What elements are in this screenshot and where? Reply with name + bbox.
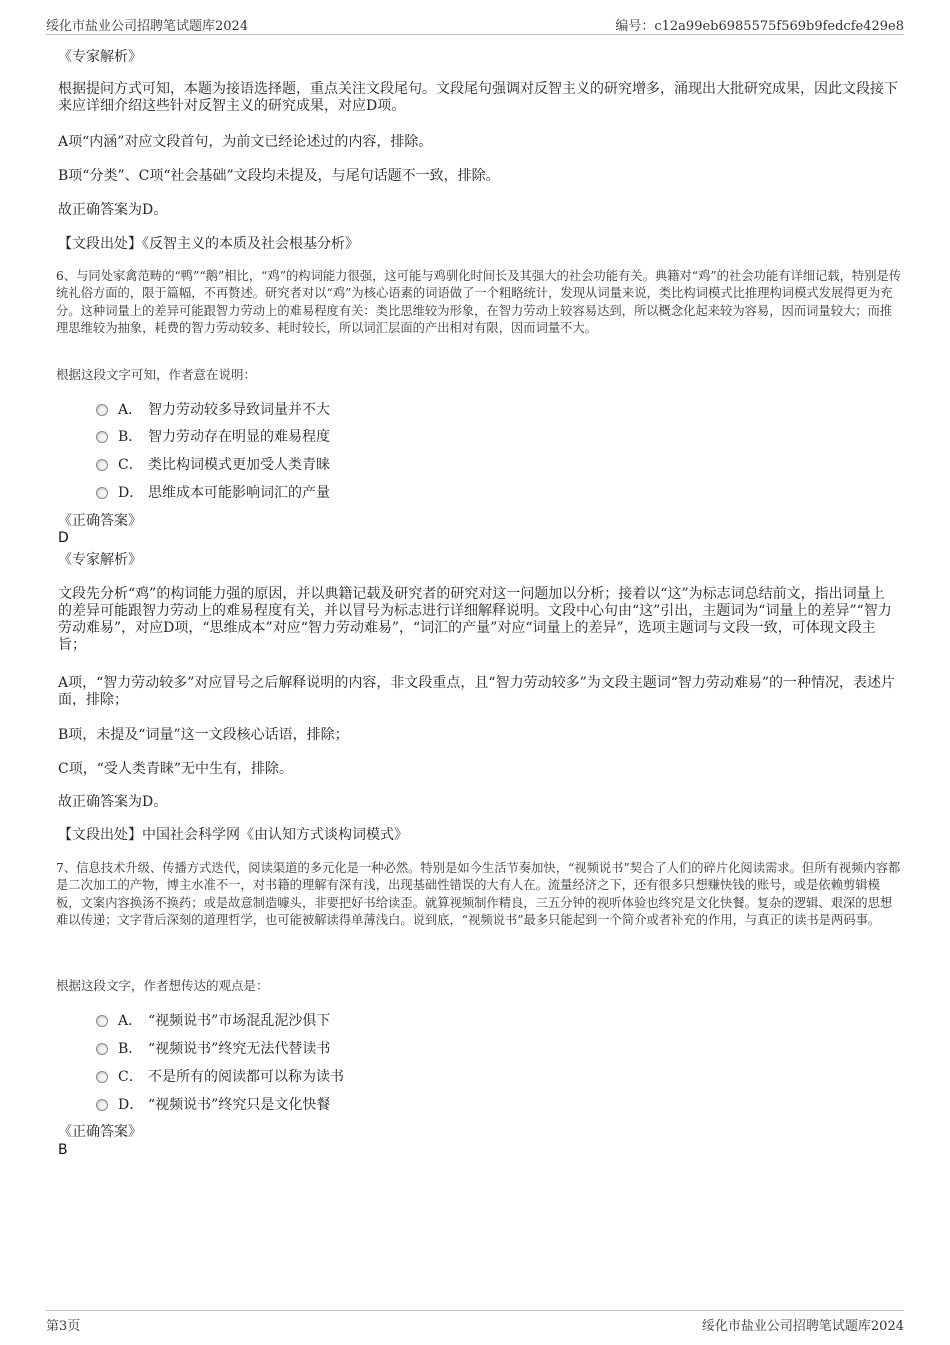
option-text: “视频说书”终究无法代替读书	[148, 1041, 331, 1057]
radio-icon[interactable]	[96, 1015, 108, 1027]
q6-analysis-p5: 故正确答案为D。	[58, 794, 168, 810]
option-text: “视频说书”市场混乱泥沙俱下	[148, 1013, 331, 1029]
page-number: 第3页	[46, 1319, 81, 1334]
q7-answer: B	[58, 1142, 68, 1158]
option-letter: A．	[118, 1013, 143, 1029]
q6-analysis-p2: A项，“智力劳动较多”对应冒号之后解释说明的内容，非文段重点，且“智力劳动较多”为文段主题词“智力劳动难易”的一种情况，表述片面，排除；	[58, 675, 896, 708]
option-text: 智力劳动存在明显的难易程度	[148, 429, 330, 445]
option-letter: D．	[118, 485, 144, 501]
option-text: 智力劳动较多导致词量并不大	[148, 402, 330, 418]
q6-answer: D	[58, 530, 69, 546]
radio-icon[interactable]	[96, 404, 108, 416]
q5-analysis-p3: B项“分类”、C项“社会基础”文段均未提及，与尾句话题不一致，排除。	[58, 168, 500, 184]
radio-icon[interactable]	[96, 431, 108, 443]
radio-icon[interactable]	[96, 459, 108, 471]
header-serial: 编号：c12a99eb6985575f569b9fedcfe429e8	[615, 19, 904, 34]
footer-title: 绥化市盐业公司招聘笔试题库2024	[701, 1319, 904, 1334]
option-text: “视频说书”终究只是文化快餐	[148, 1097, 331, 1113]
option-letter: B．	[118, 429, 143, 445]
header-title: 绥化市盐业公司招聘笔试题库2024	[46, 19, 249, 34]
q6-analysis-p3: B项，未提及“词量”这一文段核心话语，排除；	[58, 727, 349, 743]
q7-stem: 7、信息技术升级、传播方式迭代，阅读渠道的多元化是一种必然。特别是如今生活节奏加快，“视频说书”契合了人们的碎片化阅读需求。但所有视频内容都是二次加工的产物，博主水准不一，对书籍的理解有深有浅，出现基础性错误的大有人在。流量经济之下，还有很多只想赚快钱的账号，或是依赖剪辑模板，文案内容换汤不换药；或是故意制造噱头，非要把好书给读歪。就算视频制作精良，三五分钟的视听体验也终究是文化快餐。复杂的逻辑、艰深的思想难以传递；文字背后深刻的道理哲学，也可能被解读得单薄浅白。说到底，“视频说书”最多只能起到一个简介或者补充的作用，与真正的读书是两码事。	[56, 861, 901, 927]
q5-analysis-title: 《专家解析》	[58, 49, 142, 65]
option-letter: D．	[118, 1097, 144, 1113]
option-letter: C．	[118, 1069, 143, 1085]
radio-icon[interactable]	[96, 487, 108, 499]
option-letter: C．	[118, 457, 143, 473]
q6-stem: 6、与同处家禽范畴的“鸭”“鹅”相比，“鸡”的构词能力很强，这可能与鸡驯化时间长及其强大的社会功能有关。典籍对“鸡”的社会功能有详细记载，特别是传统礼俗方面的，限于篇幅，不再赘述。研究者对以“鸡”为核心语素的词语做了一个粗略统计，发现从词量来说，类比构词模式比推理构词模式发展得更为充分。这种词量上的差异可能跟智力劳动上的难易程度有关：类比思维较为形象，在智力劳动上较容易达到，所以概念化起来较为容易，因而词量较大；而推理思维较为抽象，耗费的智力劳动较多、耗时较长，所以词汇层面的产出相对有限，因而词量不大。	[56, 269, 902, 335]
q5-analysis-p1: 根据提问方式可知，本题为接语选择题，重点关注文段尾句。文段尾句强调对反智主义的研究增多，涌现出大批研究成果，因此文段接下来应详细介绍这些针对反智主义的研究成果，对应D项。	[58, 81, 898, 114]
q5-source: 【文段出处】《反智主义的本质及社会根基分析》	[58, 236, 359, 252]
q6-prompt: 根据这段文字可知，作者意在说明：	[56, 367, 257, 382]
q6-source: 【文段出处】中国社会科学网《由认知方式谈构词模式》	[58, 827, 408, 843]
q6-analysis-title: 《专家解析》	[58, 552, 142, 568]
q7-answer-title: 《正确答案》	[58, 1124, 142, 1140]
q6-analysis-p1: 文段先分析“鸡”的构词能力强的原因，并以典籍记载及研究者的研究对这一问题加以分析；接着以“这”为标志词总结前文，指出词量上的差异可能跟智力劳动上的难易程度有关，并以冒号为标志进行详细解释说明。文段中心句由“这”引出，主题词为“词量上的差异”“智力劳动难易”，对应D项，“思维成本”对应“智力劳动难易”，“词汇的产量”对应“词量上的差异”，选项主题词与文段一致，可体现文段主旨；	[58, 586, 892, 653]
option-text: 类比构词模式更加受人类青睐	[148, 457, 330, 473]
option-letter: A．	[118, 402, 143, 418]
q7-prompt: 根据这段文字，作者想传达的观点是：	[56, 978, 269, 993]
option-text: 不是所有的阅读都可以称为读书	[148, 1069, 344, 1085]
q5-analysis-p2: A项“内涵”对应文段首句，为前文已经论述过的内容，排除。	[58, 134, 433, 150]
page-footer	[46, 1310, 904, 1335]
page-header	[46, 12, 904, 35]
q6-analysis-p4: C项，“受人类青睐”无中生有，排除。	[58, 761, 294, 777]
radio-icon[interactable]	[96, 1099, 108, 1111]
option-text: 思维成本可能影响词汇的产量	[148, 485, 330, 501]
radio-icon[interactable]	[96, 1043, 108, 1055]
q6-answer-title: 《正确答案》	[58, 513, 142, 529]
radio-icon[interactable]	[96, 1071, 108, 1083]
q5-analysis-p4: 故正确答案为D。	[58, 202, 168, 218]
option-letter: B．	[118, 1041, 143, 1057]
